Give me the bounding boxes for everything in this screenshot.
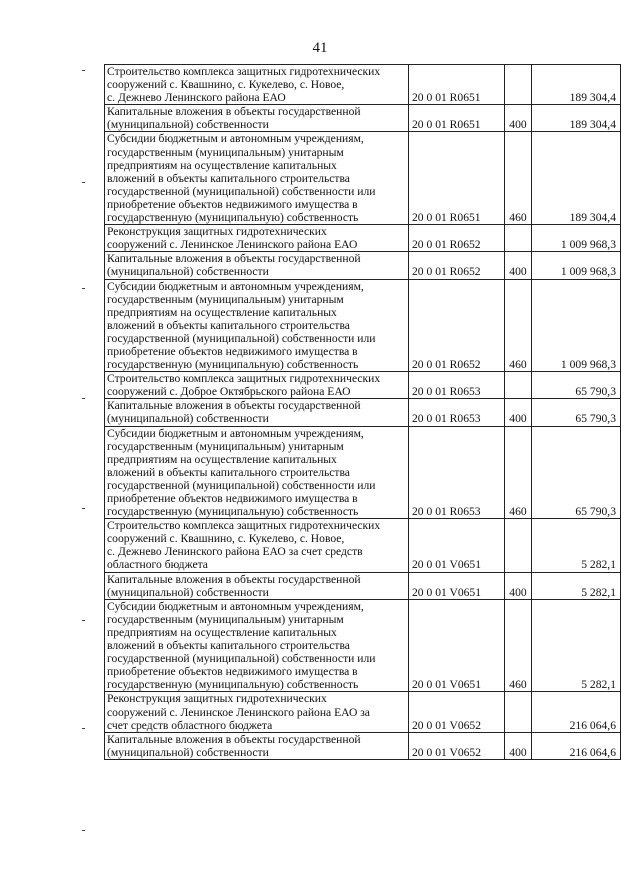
table-row [105, 399, 621, 426]
row-expense-type-cell: 460 [505, 279, 532, 372]
row-expense-type-cell: 400 [505, 732, 532, 759]
row-code-cell: 20 0 01 R0651 [409, 105, 505, 132]
row-amount-cell: 189 304,4 [532, 105, 621, 132]
row-expense-type-cell: 460 [505, 426, 532, 519]
row-amount-cell: 189 304,4 [532, 132, 621, 225]
row-amount-cell: 189 304,4 [532, 65, 621, 105]
row-name-cell: Капитальные вложения в объекты государственной (муниципальной) собственности [105, 399, 409, 426]
row-code-cell: 20 0 01 R0653 [409, 372, 505, 399]
table-row [105, 132, 621, 225]
row-expense-type-cell: 400 [505, 105, 532, 132]
row-expense-type-cell: 400 [505, 252, 532, 279]
row-code-cell: 20 0 01 R0653 [409, 426, 505, 519]
row-code-cell: 20 0 01 V0651 [409, 572, 505, 599]
row-code-cell: 20 0 01 R0651 [409, 65, 505, 105]
row-code-cell: 20 0 01 R0652 [409, 252, 505, 279]
row-name-cell: Субсидии бюджетным и автономным учреждениям, государственным (муниципальным) унитарным предприятиям на осуществление капитальных вложений в объекты капитального строительства государственной (муниципальной) собственности или приобретение объектов недвижимого имущества в государственную (муниципальную) собственность [105, 426, 409, 519]
row-amount-cell: 1 009 968,3 [532, 252, 621, 279]
row-name-cell: Субсидии бюджетным и автономным учреждениям, государственным (муниципальным) унитарным предприятиям на осуществление капитальных вложений в объекты капитального строительства государственной (муниципальной) собственности или приобретение объектов недвижимого имущества в государственную (муниципальную) собственность [105, 132, 409, 225]
row-code-cell: 20 0 01 R0652 [409, 225, 505, 252]
table-row [105, 372, 621, 399]
page-number: 41 [312, 40, 328, 56]
table-row [105, 599, 621, 692]
row-name-cell: Строительство комплекса защитных гидротехнических сооружений с. Квашнино, с. Кукелево, с. Новое, с. Дежнево Ленинского района ЕАО за счет средств областного бюджета [105, 519, 409, 572]
row-name-cell: Реконструкция защитных гидротехнических сооружений с. Ленинское Ленинского района ЕАО за счет средств областного бюджета [105, 692, 409, 732]
table-row [105, 252, 621, 279]
row-expense-type-cell: 400 [505, 572, 532, 599]
row-amount-cell: 65 790,3 [532, 426, 621, 519]
row-amount-cell: 65 790,3 [532, 372, 621, 399]
row-amount-cell: 5 282,1 [532, 599, 621, 692]
row-code-cell: 20 0 01 R0651 [409, 132, 505, 225]
row-name-cell: Капитальные вложения в объекты государственной (муниципальной) собственности [105, 105, 409, 132]
row-name-cell: Капитальные вложения в объекты государственной (муниципальной) собственности [105, 252, 409, 279]
row-amount-cell: 216 064,6 [532, 732, 621, 759]
table-row [105, 519, 621, 572]
row-expense-type-cell [505, 692, 532, 732]
row-name-cell: Капитальные вложения в объекты государственной (муниципальной) собственности [105, 572, 409, 599]
table-row [105, 105, 621, 132]
row-name-cell: Субсидии бюджетным и автономным учреждениям, государственным (муниципальным) унитарным предприятиям на осуществление капитальных вложений в объекты капитального строительства государственной (муниципальной) собственности или приобретение объектов недвижимого имущества в государственную (муниципальную) собственность [105, 279, 409, 372]
budget-table [104, 64, 621, 760]
row-name-cell: Строительство комплекса защитных гидротехнических сооружений с. Квашнино, с. Кукелево, с. Новое, с. Дежнево Ленинского района ЕАО [105, 65, 409, 105]
row-amount-cell: 1 009 968,3 [532, 279, 621, 372]
table-row [105, 426, 621, 519]
row-name-cell: Строительство комплекса защитных гидротехнических сооружений с. Доброе Октябрьского района ЕАО [105, 372, 409, 399]
budget-table-body [105, 65, 621, 760]
row-name-cell: Капитальные вложения в объекты государственной (муниципальной) собственности [105, 732, 409, 759]
row-name-cell: Субсидии бюджетным и автономным учреждениям, государственным (муниципальным) унитарным предприятиям на осуществление капитальных вложений в объекты капитального строительства государственной (муниципальной) собственности или приобретение объектов недвижимого имущества в государственную (муниципальную) собственность [105, 599, 409, 692]
row-expense-type-cell: 400 [505, 399, 532, 426]
row-expense-type-cell [505, 372, 532, 399]
table-row [105, 732, 621, 759]
row-amount-cell: 1 009 968,3 [532, 225, 621, 252]
row-expense-type-cell [505, 65, 532, 105]
row-code-cell: 20 0 01 V0652 [409, 732, 505, 759]
table-row [105, 225, 621, 252]
row-expense-type-cell [505, 225, 532, 252]
row-code-cell: 20 0 01 V0651 [409, 599, 505, 692]
row-code-cell: 20 0 01 R0652 [409, 279, 505, 372]
table-row [105, 279, 621, 372]
row-expense-type-cell [505, 519, 532, 572]
table-row [105, 572, 621, 599]
row-expense-type-cell: 460 [505, 599, 532, 692]
row-amount-cell: 216 064,6 [532, 692, 621, 732]
row-code-cell: 20 0 01 R0653 [409, 399, 505, 426]
row-name-cell: Реконструкция защитных гидротехнических сооружений с. Ленинское Ленинского района ЕАО [105, 225, 409, 252]
row-code-cell: 20 0 01 V0651 [409, 519, 505, 572]
row-amount-cell: 5 282,1 [532, 572, 621, 599]
row-code-cell: 20 0 01 V0652 [409, 692, 505, 732]
row-expense-type-cell: 460 [505, 132, 532, 225]
row-amount-cell: 5 282,1 [532, 519, 621, 572]
table-row [105, 692, 621, 732]
table-row [105, 65, 621, 105]
row-amount-cell: 65 790,3 [532, 399, 621, 426]
